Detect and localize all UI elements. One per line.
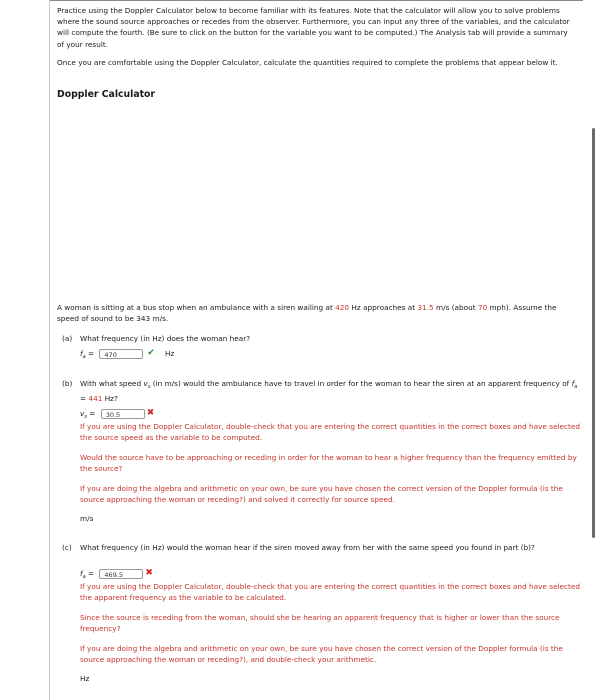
cross-icon: ✖ [145,568,153,579]
part-c-feedback-2: Since the source is receding from the woman, should she be hearing an apparent frequency that is higher or lower than the source frequency? [80,613,560,634]
part-b-q-var: v [143,379,148,388]
part-b-feedback-3: If you are doing the algebra and arithmetic on your own, be sure you have chosen the correct version of the Doppler formula (is the source approaching the woman or receding?) and solved it correctly for source speed. [80,484,563,505]
problem-text-3: m/s (about [433,303,478,312]
part-c-unit: Hz [80,674,90,683]
part-a-unit: Hz [164,349,175,358]
problem-text-4: mph). Assume the speed of sound to be 343 m/s. [57,303,557,324]
part-a-question: What frequency (in Hz) does the woman hear? [80,334,251,343]
cross-icon: ✖ [146,408,155,419]
part-b-q-frequency: 441 [88,394,103,404]
part-b-variable: v [80,409,85,418]
part-c-equals: = [85,569,97,578]
part-b [62,378,582,528]
part-c [62,542,582,692]
part-c-answer-input[interactable]: 469.5 [99,569,143,579]
part-b-feedback-1: If you are using the Doppler Calculator, double-check that you are entering the correct quantities in the correct boxes and have selected the source speed as the variable to be computed. [80,422,581,443]
part-b-q2: (in m/s) would the ambulance have to travel in order for the woman to hear the siren at an apparent frequency of [150,379,572,388]
part-b-q-var-sub: s [147,384,151,390]
part-b-letter: (b) [62,379,73,388]
instructions-paragraph: Once you are comfortable using the Doppler Calculator, calculate the quantities required to complete the problems that appear below it. [57,58,558,67]
part-b-variable-sub: s [84,414,87,420]
part-c-answer-row [80,568,153,580]
part-a-variable: f [80,349,83,358]
scrollbar[interactable] [591,128,599,538]
part-c-question: What frequency (in Hz) would the woman hear if the siren moved away from her with the same speed you found in part (b)? [80,543,535,552]
calculator-title: Doppler Calculator [57,89,156,100]
part-a-answer-row [80,348,174,360]
problem-text-2: Hz approaches at [349,303,418,312]
part-c-variable: f [80,569,83,578]
part-b-q-var2: f [571,379,575,388]
part-b-answer-row [80,408,154,420]
problem-frequency: 420 [335,303,350,312]
part-a-letter: (a) [62,334,73,343]
part-c-letter: (c) [62,543,72,552]
part-b-feedback-2: Would the source have to be approaching or receding in order for the woman to hear a higher frequency than the frequency emitted by the source? [80,453,577,474]
part-b-q3: = [80,394,89,404]
part-c-feedback-1: If you are using the Doppler Calculator, double-check that you are entering the correct quantities in the correct boxes and have selected the apparent frequency as the variable to be calculated. [80,582,581,603]
doppler-calculator-applet[interactable] [57,110,577,290]
problem-text-1: A woman is sitting at a bus stop when an ambulance with a siren wailing at [57,303,336,312]
intro-paragraph: Practice using the Doppler Calculator below to become familiar with its features. Note that the calculator will allow you to solve problems where the sound source approaches or recedes from the observer. Furthermore, you can input any three of the variables, and the calculator will compute the fourth. (Be sure to click on the button for the variable you want to be computed.) The Analysis tab will provide a summary of your result. [57,6,570,49]
part-b-unit: m/s [80,514,94,523]
part-a-answer-input[interactable]: 470 [99,349,143,359]
scroll-thumb[interactable] [592,128,595,538]
part-a-variable-sub: a [82,354,86,360]
left-border [49,0,50,700]
part-c-feedback-3: If you are doing the algebra and arithmetic on your own, be sure you have chosen the correct version of the Doppler formula (is the source approaching the woman or receding?), and double-check your arithmetic. [80,644,563,665]
part-b-equals: = [86,409,98,418]
part-b-question [80,378,580,404]
part-b-answer-input[interactable]: 30.5 [101,409,145,419]
part-c-variable-sub: a [82,574,86,580]
part-a [62,333,582,363]
problem-mph: 70 [477,303,488,312]
check-icon: ✔ [147,348,155,359]
problem-speed: 31.5 [417,303,434,312]
part-b-q-var2-sub: a [574,384,578,390]
part-b-q1: With what speed [80,379,144,388]
problem-statement [57,302,577,324]
top-divider [49,0,583,1]
part-b-q4: Hz? [102,394,118,404]
part-a-equals: = [85,349,97,358]
